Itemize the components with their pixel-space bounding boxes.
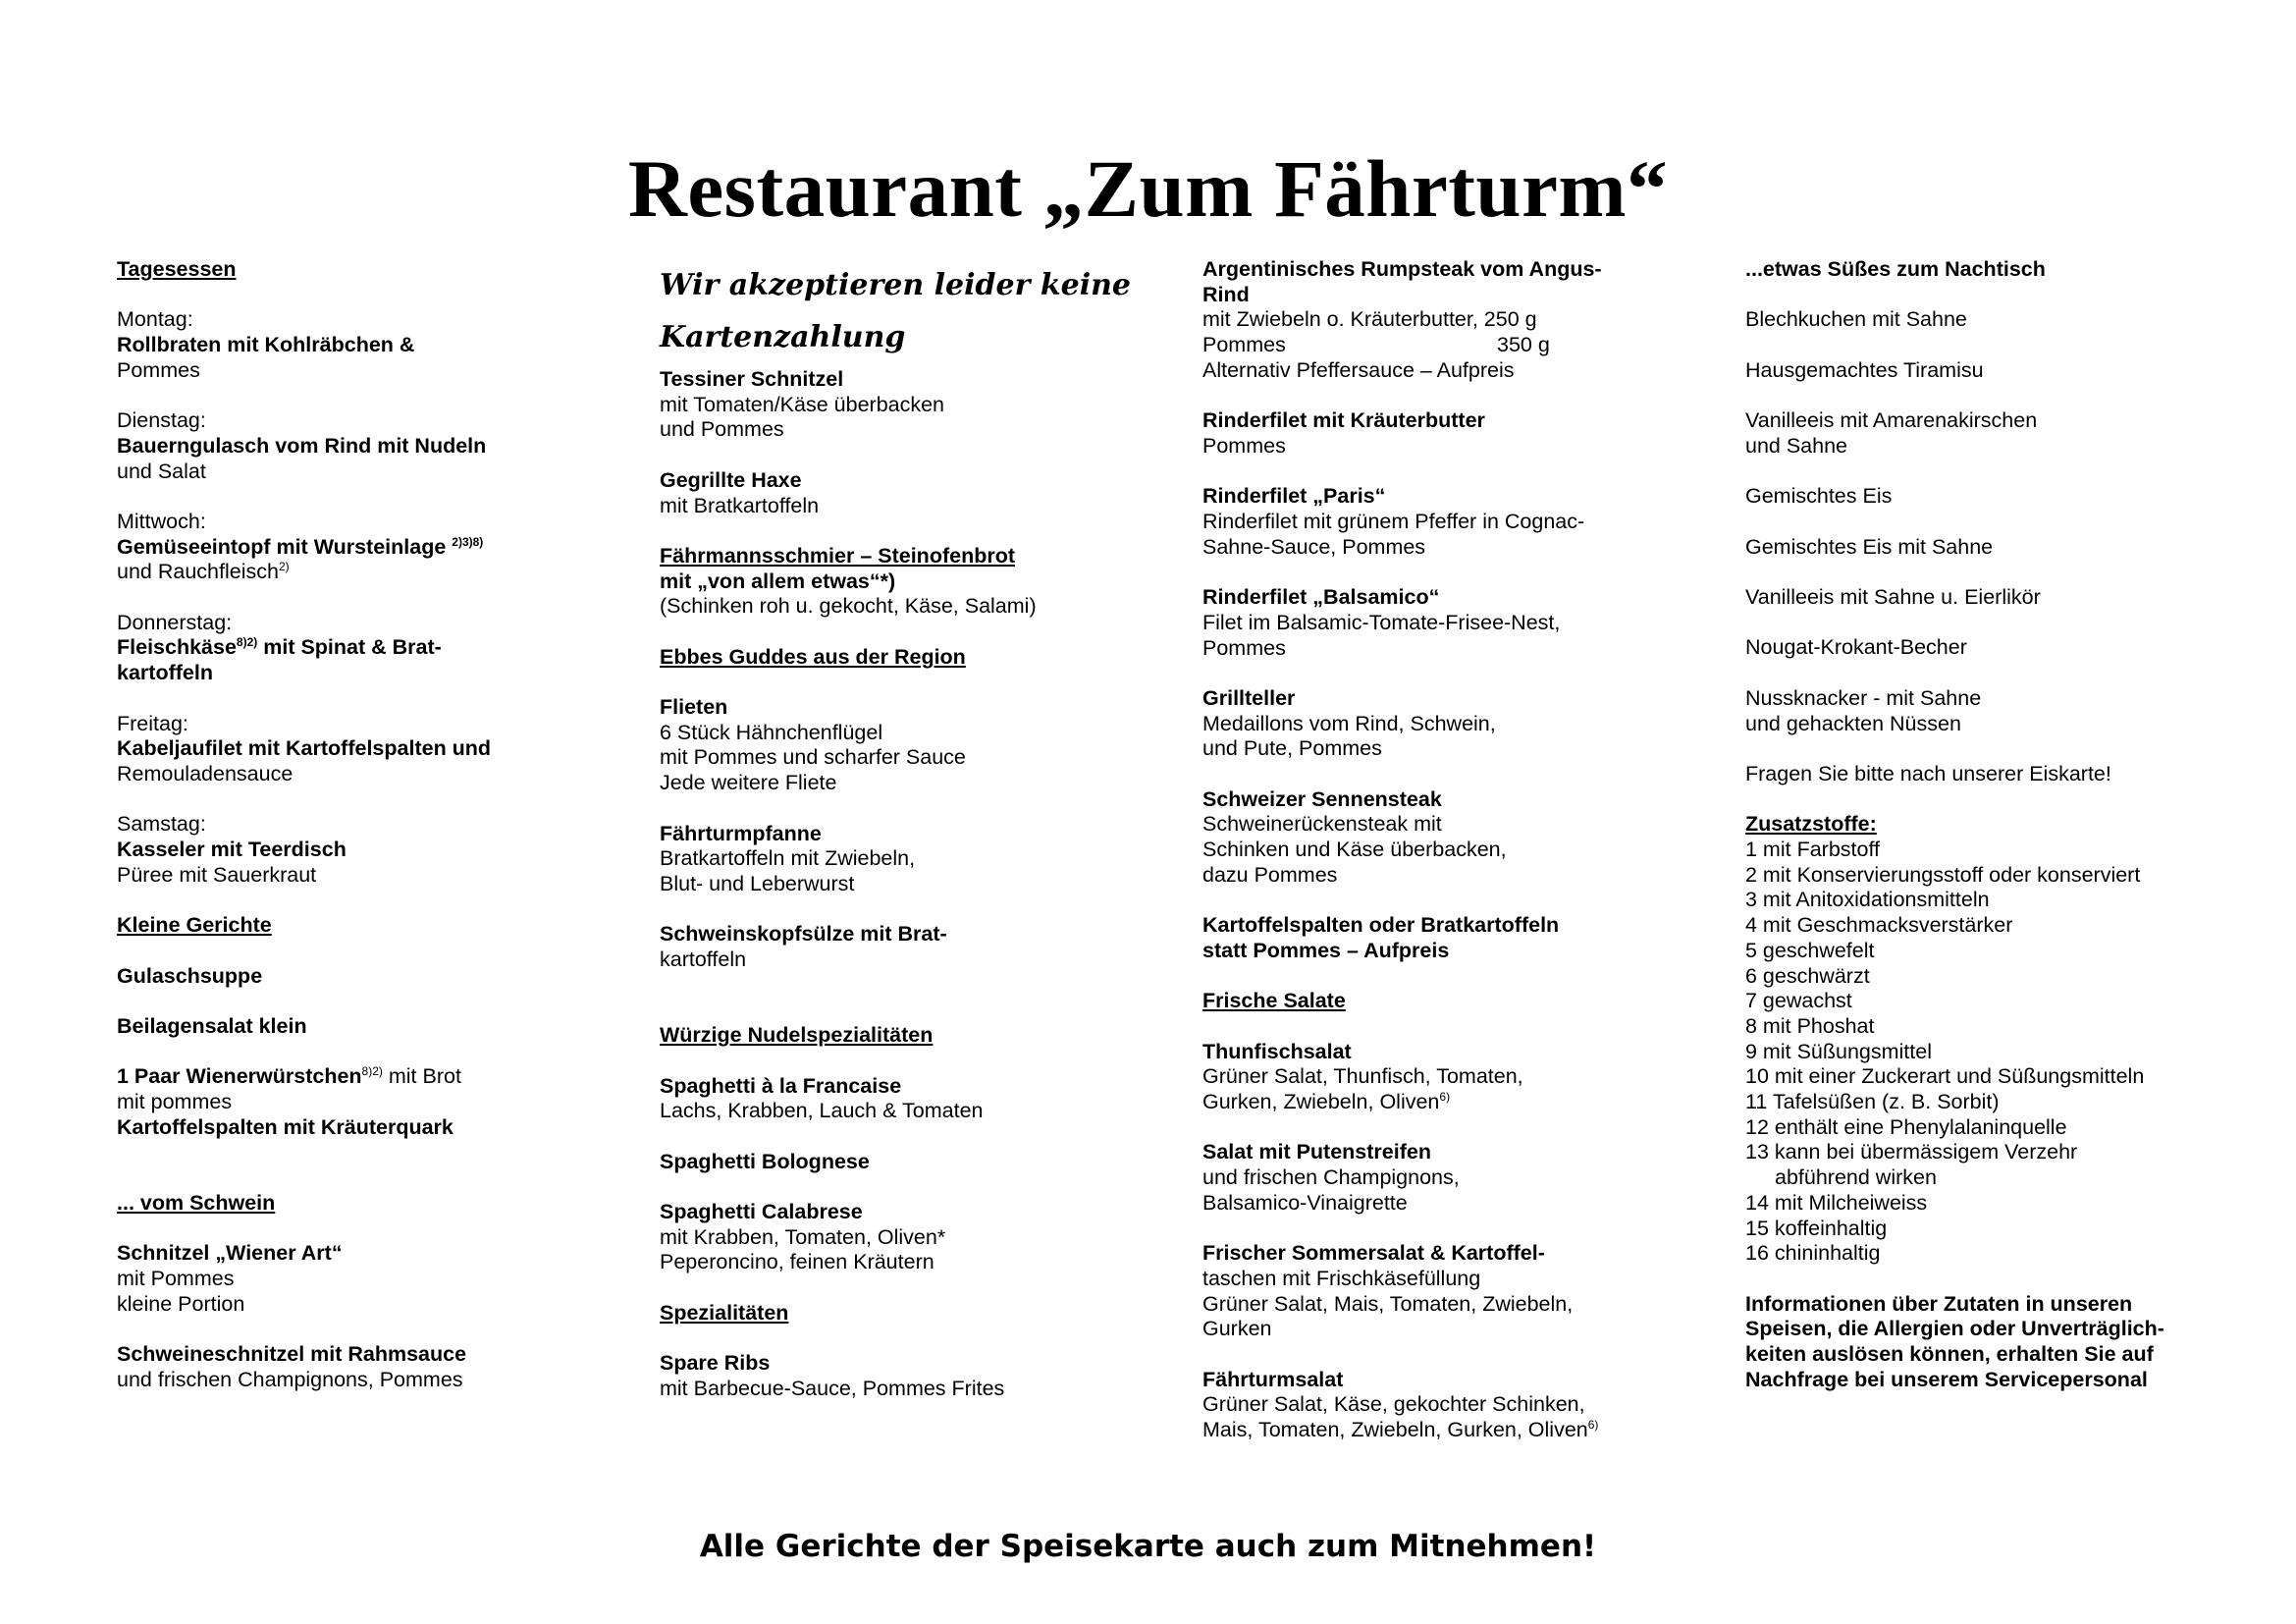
section-heading-frische-salate: Frische Salate bbox=[1202, 989, 1346, 1013]
side-option: Kartoffelspalten oder Bratkartoffeln bbox=[1202, 913, 1560, 938]
dessert-item: Hausgemachtes Tiramisu bbox=[1745, 357, 1984, 382]
takeaway-notice: Alle Gerichte der Speisekarte auch zum Mitnehmen! bbox=[699, 1529, 1597, 1564]
day-label-mittwoch: Mittwoch: bbox=[117, 509, 206, 533]
dessert-item: Gemischtes Eis bbox=[1745, 484, 1893, 509]
dish-description: Grüner Salat, Mais, Tomaten, Zwiebeln, bbox=[1202, 1291, 1574, 1316]
dish-name: Fährturmsalat bbox=[1202, 1367, 1344, 1391]
dish-name: Schweizer Sennensteak bbox=[1202, 786, 1442, 811]
restaurant-title: Restaurant „Zum Fährturm“ bbox=[627, 143, 1669, 234]
dish-description: (Schinken roh u. gekocht, Käse, Salami) bbox=[660, 594, 1037, 619]
dish-description: Schweinerückensteak mit bbox=[1202, 812, 1442, 837]
dish-name: Spaghetti Bolognese bbox=[660, 1149, 870, 1173]
portion-weight: 350 g bbox=[1497, 333, 1550, 357]
dish-name: Spare Ribs bbox=[660, 1351, 771, 1376]
additive-item: 10 mit einer Zuckerart und Süßungsmitteln bbox=[1745, 1064, 2145, 1089]
dish-description: Jede weitere Fliete bbox=[660, 771, 837, 795]
dessert-item: Nougat-Krokant-Becher bbox=[1745, 635, 1967, 660]
dish-description: mit Bratkartoffeln bbox=[660, 493, 820, 517]
dish-description: mit Tomaten/Käse überbacken bbox=[660, 392, 945, 416]
menu-column-main bbox=[660, 257, 1190, 1402]
dish-description: und Pute, Pommes bbox=[1202, 736, 1382, 761]
dessert-item: Vanilleeis mit Amarenakirschen bbox=[1745, 408, 2038, 433]
dish-name: Gulaschsuppe bbox=[117, 963, 263, 988]
additive-item: 7 gewachst bbox=[1745, 989, 1852, 1013]
dish-description: Sahne-Sauce, Pommes bbox=[1202, 534, 1426, 559]
dish-name: Salat mit Putenstreifen bbox=[1202, 1140, 1431, 1164]
section-heading-region: Ebbes Guddes aus der Region bbox=[660, 644, 966, 669]
allergen-info: keiten auslösen können, erhalten Sie auf bbox=[1745, 1342, 2154, 1367]
dish-description: mit Zwiebeln o. Kräuterbutter, 250 g bbox=[1202, 307, 1537, 332]
additive-item: 1 mit Farbstoff bbox=[1745, 838, 1881, 862]
section-heading-nudelspezialitaeten: Würzige Nudelspezialitäten bbox=[660, 1023, 934, 1048]
additive-item: 8 mit Phoshat bbox=[1745, 1013, 1875, 1038]
dish-description: Bratkartoffeln mit Zwiebeln, bbox=[660, 846, 916, 871]
day-label-montag: Montag: bbox=[117, 307, 193, 332]
dish-name: Rinderfilet „Balsamico“ bbox=[1202, 585, 1440, 610]
dish-name: Spaghetti Calabrese bbox=[660, 1200, 863, 1224]
dish-name: Kartoffelspalten mit Kräuterquark bbox=[117, 1114, 454, 1139]
additive-item: 2 mit Konservierungsstoff oder konserviert bbox=[1745, 862, 2141, 887]
dish-description: dazu Pommes bbox=[1202, 862, 1338, 887]
card-payment-notice: Wir akzeptieren leider keine bbox=[660, 268, 1131, 302]
dish-description: Blut- und Leberwurst bbox=[660, 871, 855, 895]
dish-description: kleine Portion bbox=[117, 1291, 245, 1316]
dish-name: Rinderfilet mit Kräuterbutter bbox=[1202, 408, 1485, 433]
dish-description: 6 Stück Hähnchenflügel bbox=[660, 720, 883, 744]
day-label-freitag: Freitag: bbox=[117, 711, 188, 735]
dessert-item: Blechkuchen mit Sahne bbox=[1745, 307, 1967, 332]
additive-footnote: 2) bbox=[278, 560, 290, 574]
dessert-item-continued: und gehackten Nüssen bbox=[1745, 711, 1961, 735]
dish-description: Filet im Balsamic-Tomate-Frisee-Nest, bbox=[1202, 610, 1561, 634]
card-payment-notice-continued: Kartenzahlung bbox=[660, 320, 906, 354]
dish-description: taschen mit Frischkäsefüllung bbox=[1202, 1266, 1481, 1290]
dish-description: mit pommes bbox=[117, 1090, 233, 1114]
dish-description: und frischen Champignons, bbox=[1202, 1165, 1460, 1190]
portion-weight: 250 g bbox=[1483, 307, 1537, 332]
additive-footnote: 6) bbox=[1439, 1089, 1451, 1104]
dish-description: Lachs, Krabben, Lauch & Tomaten bbox=[660, 1099, 984, 1123]
section-heading-spezialitaeten: Spezialitäten bbox=[660, 1300, 789, 1325]
dessert-item: Gemischtes Eis mit Sahne bbox=[1745, 534, 1994, 559]
dessert-item-continued: und Sahne bbox=[1745, 433, 1848, 458]
allergen-info: Informationen über Zutaten in unseren bbox=[1745, 1291, 2133, 1316]
dish-name: 1 Paar Wienerwürstchen$^{8)2)}$ mit Brot bbox=[117, 1064, 461, 1089]
dish-name: Thunfischsalat bbox=[1202, 1039, 1352, 1063]
section-heading-faehrmannsschmier: Fährmannsschmier – Steinofenbrot bbox=[660, 543, 1015, 568]
day-label-donnerstag: Donnerstag: bbox=[117, 610, 233, 634]
additive-footnote: 8)2) bbox=[236, 635, 258, 650]
additive-item: 16 chininhaltig bbox=[1745, 1241, 1881, 1266]
dish-name: Grillteller bbox=[1202, 685, 1296, 710]
dish-description: Alternativ Pfeffersauce – Aufpreis bbox=[1202, 357, 1515, 382]
dish-name-continued: kartoffeln bbox=[117, 661, 213, 685]
dish-description: mit Pommes bbox=[117, 1266, 235, 1290]
menu-column-desserts bbox=[1745, 257, 2275, 1392]
dish-name: mit „von allem etwas“*) bbox=[660, 568, 896, 593]
additive-item: 13 kann bei übermässigem Verzehr bbox=[1745, 1140, 2078, 1164]
dish-description: kartoffeln bbox=[660, 947, 747, 972]
additive-item: 12 enthält eine Phenylalaninquelle bbox=[1745, 1114, 2067, 1139]
dessert-item: Vanilleeis mit Sahne u. Eierlikör bbox=[1745, 585, 2041, 610]
ice-cream-menu-note: Fragen Sie bitte nach unserer Eiskarte! bbox=[1745, 761, 2111, 785]
additive-item: 5 geschwefelt bbox=[1745, 938, 1875, 962]
dish-name: Gemüseeintopf mit Wursteinlage $^{2)3)8)}$ bbox=[117, 534, 484, 559]
section-heading-desserts: ...etwas Süßes zum Nachtisch bbox=[1745, 257, 2046, 281]
allergen-info: Speisen, die Allergien oder Unverträglich- bbox=[1745, 1317, 2164, 1341]
dish-description: Pommes bbox=[117, 357, 200, 382]
additives-list bbox=[1745, 838, 2275, 1267]
additive-item: 15 koffeinhaltig bbox=[1745, 1216, 1888, 1240]
dish-name: Spaghetti à la Francaise bbox=[660, 1073, 902, 1098]
dessert-item: Nussknacker - mit Sahne bbox=[1745, 685, 1982, 710]
dish-description: mit Barbecue-Sauce, Pommes Frites bbox=[660, 1376, 1005, 1400]
additive-footnote: 2)3)8) bbox=[452, 534, 484, 549]
dish-description: und frischen Champignons, Pommes bbox=[117, 1367, 463, 1391]
dish-name: Rollbraten mit Kohlräbchen & bbox=[117, 333, 415, 357]
dish-description: Pommes 350 g bbox=[1202, 333, 1550, 357]
additive-item: 3 mit Anitoxidationsmitteln bbox=[1745, 888, 1990, 912]
dish-description: Pommes bbox=[1202, 635, 1286, 660]
dish-name: Tessiner Schnitzel bbox=[660, 367, 844, 391]
dish-name-continued: Rind bbox=[1202, 282, 1250, 306]
additive-item: 4 mit Geschmacksverstärker bbox=[1745, 913, 2013, 938]
dish-description: Gurken, Zwiebeln, Oliven$^{6)}$ bbox=[1202, 1089, 1451, 1114]
dish-description: und Pommes bbox=[660, 417, 784, 442]
dish-name: Schweineschnitzel mit Rahmsauce bbox=[117, 1342, 467, 1367]
additive-item: 6 geschwärzt bbox=[1745, 963, 1870, 988]
dish-description: mit Krabben, Tomaten, Oliven* bbox=[660, 1224, 946, 1249]
day-label-samstag: Samstag: bbox=[117, 812, 206, 837]
dish-name: Schnitzel „Wiener Art“ bbox=[117, 1241, 343, 1266]
allergen-info: Nachfrage bei unserem Servicepersonal bbox=[1745, 1367, 2148, 1391]
dish-name: Schweinskopfsülze mit Brat- bbox=[660, 922, 947, 947]
dish-description: und Rauchfleisch$^{2)}$ bbox=[117, 560, 290, 584]
section-heading-zusatzstoffe: Zusatzstoffe: bbox=[1745, 812, 1877, 837]
dish-name: Beilagensalat klein bbox=[117, 1013, 307, 1038]
dish-description: Püree mit Sauerkraut bbox=[117, 862, 317, 887]
dish-name: Kasseler mit Teerdisch bbox=[117, 838, 347, 862]
dish-name: Kabeljaufilet mit Kartoffelspalten und bbox=[117, 736, 492, 761]
dish-description: Grüner Salat, Käse, gekochter Schinken, bbox=[1202, 1392, 1585, 1417]
dish-description: Mais, Tomaten, Zwiebeln, Gurken, Oliven$^{6)}$ bbox=[1202, 1418, 1599, 1442]
dish-description: mit Pommes und scharfer Sauce bbox=[660, 745, 966, 770]
additive-item: 14 mit Milcheiweiss bbox=[1745, 1190, 1928, 1215]
dish-description: Rinderfilet mit grünem Pfeffer in Cognac- bbox=[1202, 510, 1585, 533]
section-heading-kleine-gerichte: Kleine Gerichte bbox=[117, 913, 272, 938]
dish-name: Gegrillte Haxe bbox=[660, 467, 802, 492]
menu-column-daily bbox=[117, 257, 627, 1392]
section-heading-vom-schwein: ... vom Schwein bbox=[117, 1190, 276, 1215]
dish-name: Argentinisches Rumpsteak vom Angus- bbox=[1202, 257, 1602, 281]
dish-description: Schinken und Käse überbacken, bbox=[1202, 838, 1507, 862]
dish-name: Frischer Sommersalat & Kartoffel- bbox=[1202, 1241, 1545, 1266]
dish-description: Balsamico-Vinaigrette bbox=[1202, 1190, 1408, 1215]
dish-description: Peperoncino, feinen Kräutern bbox=[660, 1250, 934, 1274]
side-option: statt Pommes – Aufpreis bbox=[1202, 938, 1450, 962]
additive-item-continued: abführend wirken bbox=[1775, 1165, 1937, 1190]
dish-description: und Salat bbox=[117, 459, 206, 483]
dish-name: Fleischkäse$^{8)2)}$ mit Spinat & Brat- bbox=[117, 635, 442, 660]
dish-name: Flieten bbox=[660, 695, 728, 720]
dish-name: Rinderfilet „Paris“ bbox=[1202, 484, 1386, 509]
dish-name: Bauerngulasch vom Rind mit Nudeln bbox=[117, 433, 487, 458]
dish-name: Fährturmpfanne bbox=[660, 821, 822, 845]
additive-item: 9 mit Süßungsmittel bbox=[1745, 1039, 1932, 1063]
dish-description: Remouladensauce bbox=[117, 761, 294, 785]
section-heading-tagesessen: Tagesessen bbox=[117, 257, 237, 281]
dish-description: Gurken bbox=[1202, 1317, 1272, 1341]
additive-item: 11 Tafelsüßen (z. B. Sorbit) bbox=[1745, 1090, 2000, 1114]
day-label-dienstag: Dienstag: bbox=[117, 408, 206, 433]
dish-description: Medaillons vom Rind, Schwein, bbox=[1202, 711, 1496, 735]
menu-column-steaks-salads bbox=[1202, 257, 1713, 1443]
additive-footnote: 6) bbox=[1587, 1418, 1599, 1433]
dish-description: Pommes bbox=[1202, 433, 1286, 458]
dish-description: Grüner Salat, Thunfisch, Tomaten, bbox=[1202, 1064, 1523, 1089]
additive-footnote: 8)2) bbox=[361, 1064, 383, 1079]
